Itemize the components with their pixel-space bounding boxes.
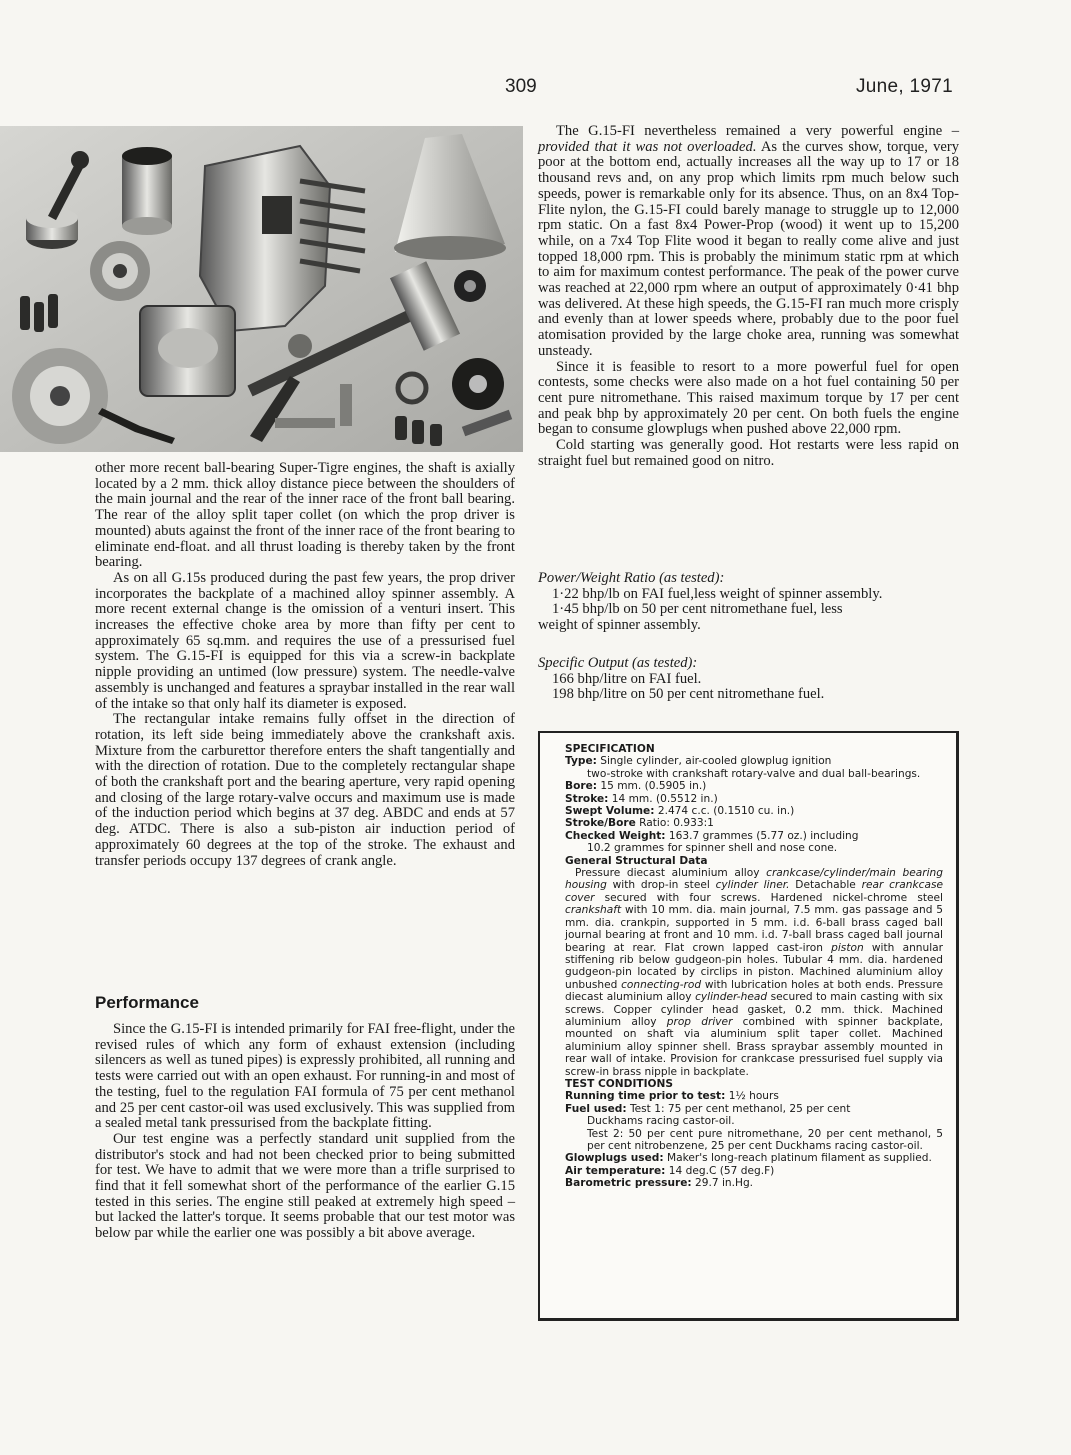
- issue-date: June, 1971: [856, 76, 954, 97]
- spec-ratio: Stroke/Bore Ratio: 0.933:1: [565, 817, 714, 830]
- specification-box: [538, 731, 959, 1321]
- specific-output-line: 166 bhp/litre on FAI fuel.: [552, 670, 702, 687]
- spec-fuel-cont: Duckhams racing castor-oil.: [587, 1115, 735, 1128]
- power-weight-line: weight of spinner assembly.: [538, 617, 701, 634]
- spec-weight: Checked Weight: 163.7 grammes (5.77 oz.) including: [565, 829, 859, 842]
- specific-output: [538, 656, 959, 703]
- spec-tc-heading: TEST CONDITIONS: [565, 1077, 674, 1090]
- spec-heading: SPECIFICATION: [565, 743, 655, 755]
- spec-fuel: Fuel used: Test 1: 75 per cent methanol, 25 per cent: [565, 1102, 851, 1115]
- spec-air-temp: Air temperature: 14 deg.C (57 deg.F): [565, 1164, 775, 1177]
- power-weight-title: Power/Weight Ratio (as tested):: [538, 570, 725, 586]
- specific-output-title: Specific Output (as tested):: [538, 655, 698, 671]
- spec-stroke: Stroke: 14 mm. (0.5512 in.): [565, 792, 718, 805]
- body-paragraph: Since it is feasible to resort to a more powerful fuel for open contests, some checks were also made on a hot fuel containing 50 per cent pure nitromethane. This raised maximum torque by 17 per cent and peak bhp by approximately 20 per cent. On both fuels the engine began to consume glowplugs when pushed above 22,000 rpm.: [538, 358, 959, 438]
- engine-parts-photo: [0, 126, 523, 452]
- spec-bore: Bore: 15 mm. (0.5905 in.): [565, 780, 707, 793]
- body-paragraph: Cold starting was generally good. Hot restarts were less rapid on straight fuel but remained good on nitro.: [538, 437, 959, 469]
- body-paragraph: other more recent ball-bearing Super-Tigre engines, the shaft is axially located by a 2 mm. thick alloy distance piece between the shoulders of the main journal and the rear of the inner race of the front ball bearing. The rear of the alloy split taper collet (on which the prop driver is mounted) abuts against the front of the inner race of the front bearing to eliminate end-float. and all thrust loading is thereby taken by the front bearing.: [95, 460, 515, 571]
- page-number: 309: [505, 76, 537, 97]
- spec-gsd-text: Pressure diecast aluminium alloy crankcase/cylinder/main bearing housing with drop-in steel cylinder liner. Detachable rear crankcase cover secured with four screws. Hardened nickel-chrome steel crankshaft with 10 mm. dia. main journal, 7.5 mm. gas passage and 5 mm. dia. crankpin, supported in 5 mm. i.d. 6-ball brass caged ball journal bearing at front and 10 mm. i.d. 7-ball brass caged ball journal bearing at rear. Flat crown lapped cast-iron piston with annular stiffening rib below gudgeon-pin holes. Tubular 4 mm. dia. hardened gudgeon-pin located by circlips in piston. Machined aluminium alloy unbushed connecting-rod with lubrication holes at both ends. Pressure diecast aluminium alloy cylinder-head secured to main casting with six screws. Copper cylinder head gasket, 0.2 mm. thick. Machined aluminium alloy prop driver combined with spinner backplate, mounted on shaft via aluminium split taper collet. Machined aluminium alloy spinner shell. Brass spraybar assembly mounted in rear wall of intake. Provision for crankcase pressurised fuel supply via screw-in brass nipple in backplate.: [565, 867, 944, 1078]
- body-paragraph: The rectangular intake remains fully offset in the direction of rotation, its left side being immediately above the crankshaft axis. Mixture from the carburettor therefore enters the shaft tangentially and with the direction of rotation. Due to the completely rectangular shape of both the crankshaft port and the bearing aperture, very rapid opening and closing of the large rotary-valve occurs and maximum use is made of the induction period which begins at 37 deg. ABDC and ends at 57 deg. ATDC. There is also a sub-piston air induction period of approximately 60 degrees at the top of the stroke. The exhaust and transfer periods occupy 137 degrees of crank angle.: [95, 711, 515, 869]
- spec-type: Type: Single cylinder, air-cooled glowplug ignition: [565, 755, 832, 768]
- spec-baro: Barometric pressure: 29.7 in.Hg.: [565, 1177, 754, 1190]
- body-paragraph: As on all G.15s produced during the past few years, the prop driver incorporates the backplate of a machined alloy spinner assembly. A more recent external change is the omission of a venturi insert. This increases the effective choke area by more than fifty per cent to approximately 65 sq.mm. and requires the use of a pressurised fuel system. The G.15-FI is equipped for this via a screw-in backplate nipple providing an untimed (low pressure) system. The needle-valve assembly is unchanged and features a spraybar installed in the rear wall of the intake so that only half its diameter is exposed.: [95, 569, 515, 712]
- body-paragraph: Since the G.15-FI is intended primarily for FAI free-flight, under the revised rules of which any form of exhaust extension (including silencers as well as tuned pipes) is expressly prohibited, all running and tests were carried out with an open exhaust. For running-in and most of the testing, fuel to the regulation FAI formula of 75 per cent methanol and 25 per cent castor-oil was used exclusively. This was supplied from a sealed metal tank pressurised from the backplate fitting.: [95, 1021, 515, 1132]
- right-column-text: [538, 124, 959, 469]
- specific-output-line: 198 bhp/litre on 50 per cent nitromethane fuel.: [552, 686, 825, 703]
- performance-text: [95, 1022, 515, 1242]
- body-paragraph: Our test engine was a perfectly standard unit supplied from the distributor's stock and had not been checked prior to being submitted for test. We have to admit that we were more than a trifle surprised to find that it fell somewhat short of the performance of the earlier G.15 tested in this series. The engine still peaked at extremely high speed – but lacked the latter's torque. It seems probable that our test motor was below par while the earlier one was possibly a bit above average.: [95, 1130, 515, 1242]
- left-column-text: [95, 461, 515, 869]
- body-paragraph: The G.15-FI nevertheless remained a very powerful engine – provided that it was not overloaded. As the curves show, torque, very poor at the bottom end, actually increases all the way up to 17 or 18 thousand revs and, on any prop which limits rpm much below such speeds, power is remarkable only for its absence. Thus, on an 8x4 Top-Flite nylon, the G.15-FI could barely manage to struggle up to 12,000 rpm static. On a fast 8x4 Power-Prop (wood) it went up to 15,200 while, on a 7x4 Top Flite wood it began to really come alive and just topped 18,000 rpm. This is probably the minimum static rpm at which to aim for maximum contest performance. The peak of the power curve was reached at 22,000 rpm where an output of approximately 0·41 bhp was delivered. At these high speeds, the G.15-FI ran much more crisply and evenly than at lower speeds where, probably due to the poor fuel atomisation provided by the large choke area, running was somewhat unsteady.: [538, 123, 959, 359]
- section-title-performance: Performance: [95, 993, 199, 1012]
- spec-gsd-heading: General Structural Data: [565, 854, 708, 867]
- power-weight-line: 1·45 bhp/lb on 50 per cent nitromethane fuel, less: [552, 601, 843, 618]
- spec-glowplugs: Glowplugs used: Maker's long-reach platinum filament as supplied.: [565, 1152, 932, 1165]
- engine-parts-illustration: [0, 126, 523, 452]
- spec-fuel-cont: Test 2: 50 per cent pure nitromethane, 20 per cent methanol, 5 per cent nitrobenzene, 25 per cent Duckhams racing castor-oil.: [587, 1127, 943, 1152]
- power-weight-ratio: [538, 571, 959, 634]
- spec-running-time: Running time prior to test: 1½ hours: [565, 1090, 779, 1103]
- spec-type-cont: two-stroke with crankshaft rotary-valve and dual ball-bearings.: [587, 767, 921, 780]
- spec-weight-cont: 10.2 grammes for spinner shell and nose cone.: [587, 842, 838, 855]
- power-weight-line: 1·22 bhp/lb on FAI fuel,less weight of spinner assembly.: [552, 585, 883, 602]
- specification-text: [565, 743, 943, 1190]
- spec-swept: Swept Volume: 2.474 c.c. (0.1510 cu. in.): [565, 805, 795, 818]
